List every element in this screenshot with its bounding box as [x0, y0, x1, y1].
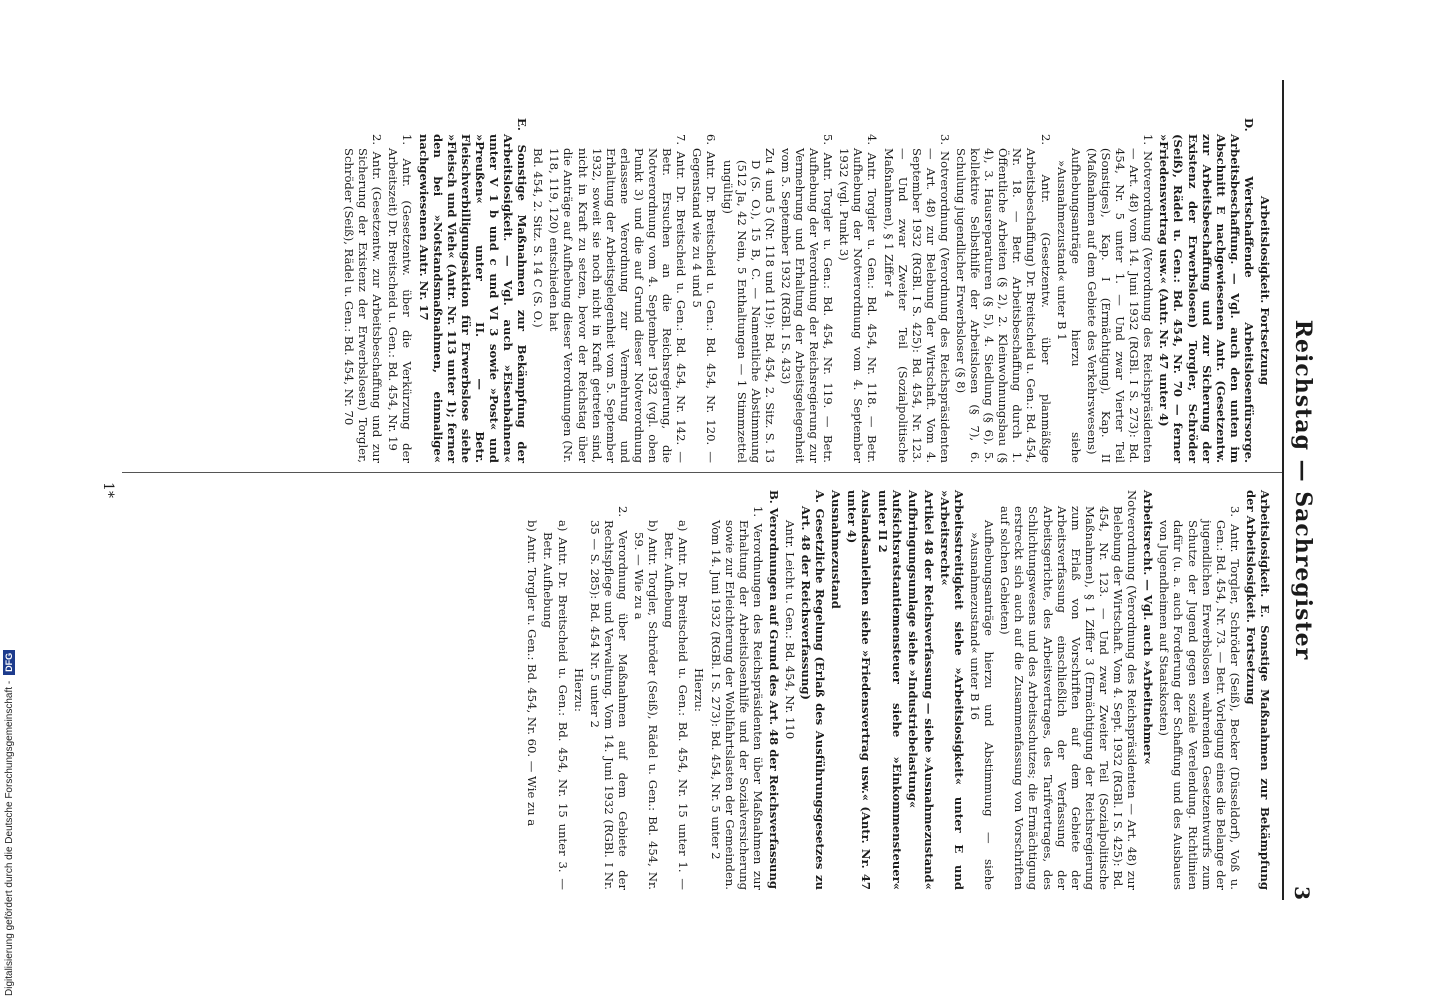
index-entry: 2. Antr. (Gesetzentw. über planmäßige Arbeitsbeschaffung) Dr. Breitscheid u. Gen.: Bd. 454, Nr. 18. — Betr. Arbeitsbeschaffung durch 1. Öffentliche Arbeiten (§ 2), 2. Kleinwohnungsbau (§ 4), 3. Hausreparaturen (§ 5), 4. Siedlung (§ 6), 5. kollektive Selbsthilfe der Arbeitslosen (§ 7), 6. Schulung jugendlicher Erwerbsloser (§ 8)	[954, 134, 1053, 463]
index-entry: Antr. Leicht u. Gen.: Bd. 454, Nr. 110	[783, 520, 797, 740]
index-entry: E. Sonstige Maßnahmen zur Bekämpfung der Arbeitslosigkeit. — Vgl. auch »Eisenbahnen« unter V 1 b und c und VI 3 sowie »Post« und »Preußen« unter II. — Betr. Fleischverbilligungsaktion für Erwerbslose siehe »Fleisch und Vieh« (Antr. Nr. 113 unter 1); ferner den bei »Notstandsmaßnahmen, einmalige« nachgewiesenen Antr. Nr. 17	[416, 118, 530, 463]
index-entry: Notverordnung (Verordnung des Reichspräsidenten — Art. 48) zur Belebung der Wirtschaft. Vom 4. Sept. 1932 (RGBl. I S. 425): Bd. 454, Nr. 123. — Und zwar Zweiter Teil (Sozialpolitische Maßnahmen), § 1 Ziffer 3 (Ermächtigung der Reichsregierung zum Erlaß von Vorschriften auf dem Gebiete der Arbeitsverfassung einschließlich der Verfassung der Arbeitsgerichte, des Arbeitsvertrages, des Tarifvertrages, des Schlichtungswesens und des Arbeitsschutzes; die Ermächtigung erstreckt sich auch auf die Zusammenfassung von Vorschriften auf solchen Gebieten)	[998, 490, 1140, 890]
index-entry: Arbeitsrecht. — Vgl. auch »Arbeitnehmer«	[1141, 490, 1156, 765]
index-entry: Auslandsanleihen siehe »Friedensvertrag usw.« (Antr. Nr. 47 unter 4)	[845, 490, 874, 890]
index-entry: 2. Antr. (Gesetzentw. zur Arbeitsbeschaffung und zur Sicherung der Existenz der Erwerbslosen) Torgler, Schröder (Seiß), Rädel u. Gen.: Bd. 454, Nr. 70	[342, 134, 385, 463]
index-entry: Arbeitslosigkeit. E. Sonstige Maßnahmen zur Bekämpfung der Arbeitslosigkeit. Fortsetzung	[1243, 490, 1272, 890]
running-head-title: Reichstag — Sachregister	[1290, 319, 1316, 661]
index-entry: a) Antr. Dr. Breitscheid u. Gen.: Bd. 454, Nr. 15 unter 3. — Betr. Aufhebung	[541, 520, 570, 890]
index-entry: B. Verordnungen auf Grund des Art. 48 der Reichsverfassung	[766, 490, 781, 889]
index-entry: Hierzu:	[692, 668, 707, 712]
index-entry: Hierzu:	[571, 668, 586, 712]
index-entry: D. Wertschaffende Arbeitslosenfürsorge. Arbeitsbeschaffung. — Vgl. auch den unten im Abschnitt E nachgewiesenen Antr. (Gesetzentw. zur Arbeitsbeschaffung und zur Sicherung der Existenz der Erwerbslosen) Torgler, Schröder (Seiß), Rädel u. Gen.: Bd. 454, Nr. 70 — ferner »Friedensvertrag usw.« (Antr. Nr. 47 unter 4)	[1157, 118, 1256, 463]
index-entry: 1. Verordnungen des Reichspräsidenten über Maßnahmen zur Erhaltung der Arbeitslosenhilfe und der Sozialversicherung sowie zur Erleichterung der Wohlfahrtslasten der Gemeinden. Vom 14. Juni 1932 (RGBl. I S. 273): Bd. 454, Nr. 5 unter 2	[708, 506, 765, 890]
index-entry: 5. Antr. Torgler u. Gen.: Bd. 454, Nr. 119. — Betr. Aufhebung der Verordnung der Reichsregierung zur Vermehrung und Erhaltung der Arbeitsgelegenheit vom 5. September 1932 (RGBl. I S. 433)	[778, 134, 836, 463]
index-entry: A. Gesetzliche Regelung (Erlaß des Ausführungsgesetzes zu Art. 48 der Reichsverfassung)	[799, 490, 828, 890]
index-entry: 3. Notverordnung (Verordnung des Reichspräsidenten — Art. 48) zur Belebung der Wirtschaft. Vom 4. September 1932 (RGBl. I S. 425): Bd. 454, Nr. 123. — Und zwar Zweiter Teil (Sozialpolitische Maßnahmen), § 1 Ziffer 4	[881, 134, 952, 463]
running-head	[1282, 80, 1316, 900]
index-entry: Artikel 48 der Reichsverfassung — siehe »Ausnahmezustand«	[921, 490, 936, 890]
index-entry: b) Antr. Torgler, Schröder (Seiß), Rädel u. Gen.: Bd. 454, Nr. 59. — Wie zu a	[632, 520, 661, 890]
index-entry: 6. Antr. Dr. Breitscheid u. Gen.: Bd. 454, Nr. 120. — Gegenstand wie zu 4 und 5	[690, 134, 719, 463]
index-entry: Zu 4 und 5 (Nr. 118 und 119): Bd. 454, 2. Sitz. S. 13 D (S. O.), 15 B, C. — Namentliche Abstimmung (512 Ja, 42 Nein, 5 Enthaltungen — 1 Stimmzettel ungültig)	[720, 148, 777, 463]
index-entry: 1. Notverordnung (Verordnung des Reichspräsidenten — Art. 48) vom 14. Juni 1932 (RGBl. I S. 273): Bd. 454, Nr. 5 unter 1. — Und zwar Vierter Teil (Sonstiges), Kap. I (Ermächtigung), Kap. II (Maßnahmen auf dem Gebiete des Verkehrswesens)	[1084, 134, 1156, 463]
index-entry: b) Antr. Torgler u. Gen.: Bd. 454, Nr. 60. — Wie zu a	[525, 520, 540, 827]
index-entry: Arbeitslosigkeit. Fortsetzung	[1258, 196, 1272, 385]
header-rule	[1282, 80, 1284, 900]
left-column	[340, 118, 1272, 463]
index-entry: Aufbringungsumlage siehe »Industriebelastung«	[905, 490, 920, 809]
dfg-logo-icon: DFG	[3, 650, 15, 675]
index-entry: Aufhebungsanträge hierzu siehe »Ausnahmezustand« unter B 1	[1054, 148, 1083, 463]
digitization-credit	[2, 356, 16, 996]
page-number: 3	[1290, 886, 1314, 900]
index-entry: 4. Antr. Torgler u. Gen.: Bd. 454, Nr. 118. — Betr. Aufhebung der Notverordnung vom 4. September 1932 (vgl. Punkt 3)	[837, 134, 880, 463]
index-entry: a) Antr. Dr. Breitscheid u. Gen.: Bd. 454, Nr. 15 unter 1. — Betr. Aufhebung	[662, 520, 691, 890]
index-entry: 2. Verordnung über Maßnahmen auf dem Gebiete der Rechtspflege und Verwaltung. Vom 14. Juni 1932 (RGBl. I Nr. 35 — S. 285): Bd. 454 Nr. 5 unter 2	[587, 506, 630, 890]
index-entry: 3. Antr. Torgler, Schröder (Seiß), Becker (Düsseldorf), Voß u. Gen.: Bd. 454, Nr. 73. — Betr. Vorlegung eines die Belange der jugendlichen Erwerbslosen wahrenden Gesetzentwurfs zum Schutze der Jugend gegen soziale Verelendung. Richtlinien dafür (u. a. auch Forderung der Schaffung und des Ausbaues von Jugendheimen auf Staatskosten)	[1157, 506, 1242, 890]
index-entry: Bd. 454, 2. Sitz. S. 14 C (S. O.)	[531, 148, 546, 328]
index-entry: Aufsichtsratstantiemensteuer siehe »Einkommensteuer« unter II 2	[875, 490, 904, 890]
credit-text: Digitalisierung gefördert durch die Deutsche Forschungsgemeinschaft -	[3, 680, 15, 996]
footer-mark: 1*	[100, 482, 116, 498]
index-entry: Arbeitsstreitigkeit siehe »Arbeitslosigkeit« unter E und »Arbeitsrecht«	[937, 490, 967, 890]
index-entry: Aufhebungsanträge hierzu und Abstimmung — siehe »Ausnahmezustand« unter B 16	[968, 520, 997, 890]
index-entry: 1. Antr. (Gesetzentw. über die Verkürzung der Arbeitszeit) Dr. Breitscheid u. Gen.: Bd. 454, Nr. 19	[386, 134, 415, 463]
right-column	[523, 490, 1272, 890]
index-entry: 7. Antr. Dr. Breitscheid u. Gen.: Bd. 454, Nr. 142. — Betr. Ersuchen an die Reichsregierung, die Notverordnung vom 4. September 1932 (vgl. oben Punkt 3) und die auf Grund dieser Notverordnung erlassene Verordnung zur Vermehrung und Erhaltung der Arbeitsgelegenheit vom 5. September 1932, soweit sie noch nicht in Kraft getreten sind, nicht in Kraft zu setzen, bevor der Reichstag über die Anträge auf Aufhebung dieser Verordnungen (Nr. 118, 119, 120) entschieden hat	[547, 134, 689, 463]
index-entry: Ausnahmezustand	[829, 490, 844, 609]
column-separator	[122, 472, 1282, 473]
